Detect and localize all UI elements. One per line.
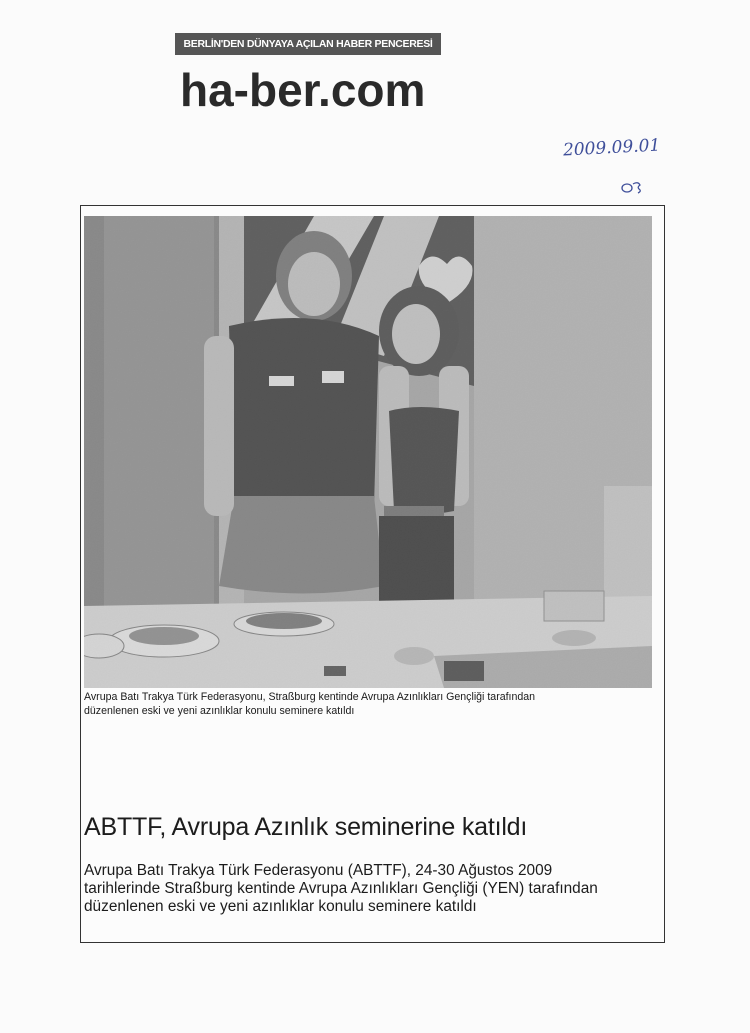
handwritten-mark-icon xyxy=(620,180,644,194)
body-line: düzenlenen eski ve yeni azınlıklar konulu seminere katıldı xyxy=(84,898,477,915)
handwritten-date: 2009.09.01 xyxy=(562,135,661,161)
masthead-tagline: BERLİN'DEN DÜNYAYA AÇILAN HABER PENCERESİ xyxy=(175,33,441,55)
caption-line: düzenlenen eski ve yeni azınlıklar konulu seminere katıldı xyxy=(84,705,355,717)
article-headline: ABTTF, Avrupa Azınlık seminerine katıldı xyxy=(84,813,528,841)
article-body xyxy=(84,862,662,916)
news-clipping xyxy=(80,205,665,943)
body-line: tarihlerinde Straßburg kentinde Avrupa Azınlıkları Gençliği (YEN) tarafından xyxy=(84,880,598,897)
body-line: Avrupa Batı Trakya Türk Federasyonu (ABTTF), 24-30 Ağustos 2009 xyxy=(84,862,553,879)
caption-line: Avrupa Batı Trakya Türk Federasyonu, Straßburg kentinde Avrupa Azınlıkları Gençliği tarafından xyxy=(84,691,536,703)
site-logo: ha-ber.com xyxy=(180,64,426,116)
photo-caption xyxy=(84,690,659,718)
article-photo xyxy=(84,216,652,688)
